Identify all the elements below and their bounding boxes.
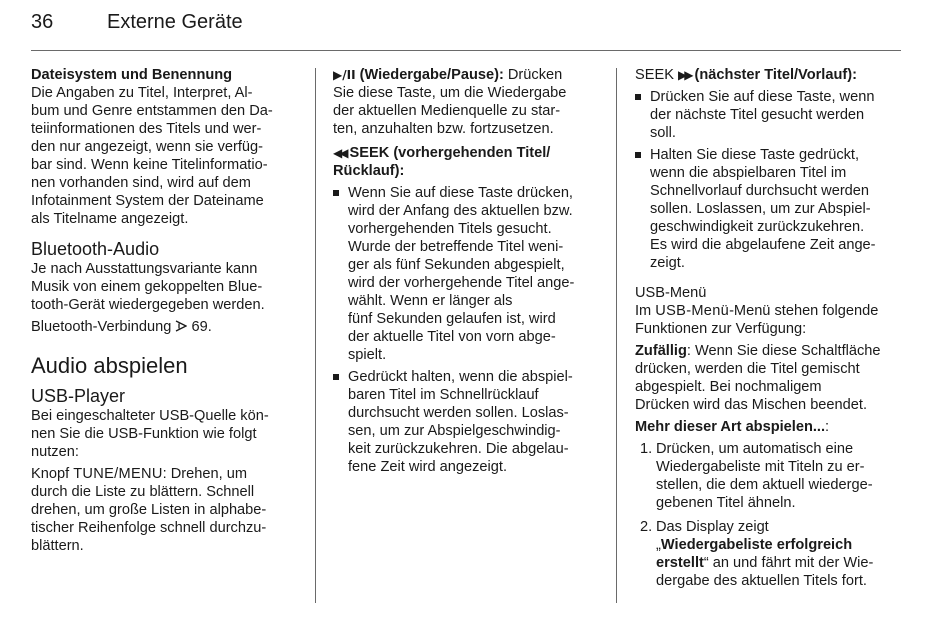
- text-line: ◀◀ SEEK (vorhergehenden Titel/: [333, 145, 551, 161]
- page-title: Externe Geräte: [107, 11, 243, 33]
- text-line: nutzen:: [31, 444, 79, 460]
- text-line: Halten Sie diese Taste gedrückt,: [650, 147, 860, 163]
- fast-forward-icon: ▶▶: [678, 68, 691, 82]
- text-line: Wenn Sie auf diese Taste drücken,: [348, 185, 573, 201]
- column-3: [635, 66, 905, 590]
- page-number: 36: [31, 11, 54, 33]
- filesystem-heading: Dateisystem und Benennung: [31, 67, 233, 83]
- random-label: Zufällig: [635, 343, 687, 359]
- text-line: Wiedergabeliste mit Titeln zu er-: [656, 459, 865, 475]
- column-2: [333, 66, 608, 476]
- text-line: Infotainment System der Dateiname: [31, 193, 264, 209]
- text-line: Schnellvorlauf durchsucht werden: [650, 183, 870, 199]
- bullet-square-icon: [635, 94, 641, 100]
- text-line: erstellt“ an und fährt mit der Wie-: [656, 555, 874, 571]
- text-line: ten, anzuhalten bzw. fortzusetzen.: [333, 121, 554, 137]
- seek-forward-heading: SEEK ▶▶ (nächster Titel/Vorlauf):: [635, 67, 857, 83]
- text-line: durchsucht werden sollen. Loslas-: [348, 405, 569, 421]
- page-ref-number: 69.: [191, 319, 212, 335]
- text-line: keit zurückzukehren. Die abgelau-: [348, 441, 569, 457]
- text-line: spielt.: [348, 347, 387, 363]
- usb-player-heading: USB-Player: [31, 386, 126, 406]
- text-line: Im USB-Menü-Menü stehen folgende: [635, 303, 879, 319]
- list-number: 1.: [640, 441, 653, 457]
- text-line: wird der vorhergehende Titel ange-: [348, 275, 575, 291]
- text-line: Drücken Sie auf diese Taste, wenn: [650, 89, 875, 105]
- text-line: Sie diese Taste, um die Wiedergabe: [333, 85, 567, 101]
- text-line: Gedrückt halten, wenn die abspiel-: [348, 369, 573, 385]
- text-line: drehen, um große Listen in alphabe-: [31, 502, 267, 518]
- text-line: blättern.: [31, 538, 84, 554]
- text-line: Rücklauf):: [333, 163, 405, 179]
- text-line: Funktionen zur Verfügung:: [635, 321, 807, 337]
- text-line: Die Angaben zu Titel, Interpret, Al-: [31, 85, 253, 101]
- text-line: tischer Reihenfolge schnell durchzu-: [31, 520, 267, 536]
- text-line: dergabe des aktuellen Titels fort.: [656, 573, 867, 589]
- text-line: baren Titel im Schnellrücklauf: [348, 387, 539, 403]
- text-line: soll.: [650, 125, 676, 141]
- text-line: Bei eingeschalteter USB-Quelle kön-: [31, 408, 269, 424]
- bullet-square-icon: [333, 190, 339, 196]
- filesystem-paragraph: [31, 84, 306, 228]
- text-line: zeigt.: [650, 255, 685, 271]
- usb-menu-heading: USB-Menü: [635, 285, 707, 301]
- bluetooth-reference: Bluetooth-Verbindung 69.: [31, 319, 212, 335]
- rewind-icon: ◀◀: [333, 146, 346, 160]
- list-item: [333, 184, 608, 364]
- text-line: Wurde der betreffende Titel weni-: [348, 239, 564, 255]
- more-like-this-heading: Mehr dieser Art abspielen...:: [635, 419, 830, 435]
- text-line: bum und Genre entstammen den Da-: [31, 103, 273, 119]
- text-line: gebenen Titel ähneln.: [656, 495, 796, 511]
- list-item: [333, 368, 608, 476]
- list-number: 2.: [640, 519, 653, 535]
- bullet-square-icon: [635, 152, 641, 158]
- text-line: sen, um zur Abspielgeschwindig-: [348, 423, 561, 439]
- text-line: ger als fünf Sekunden abgespielt,: [348, 257, 565, 273]
- text-line: der nächste Titel gesucht werden: [650, 107, 865, 123]
- text-line: drücken, werden die Titel gemischt: [635, 361, 860, 377]
- text-line: geschwindigkeit zurückzukehren.: [650, 219, 865, 235]
- column-divider-1: [315, 68, 316, 603]
- list-item: [635, 440, 905, 512]
- play-pause-paragraph: [333, 66, 608, 138]
- list-item: [635, 518, 905, 590]
- seek-back-heading: [333, 144, 608, 180]
- text-line: nen Sie die USB-Funktion wie folgt: [31, 426, 257, 442]
- text-line: fünf Sekunden gelaufen ist, wird: [348, 311, 556, 327]
- text-line: tooth-Gerät wiedergegeben werden.: [31, 297, 265, 313]
- text-line: Zufällig: Wenn Sie diese Schaltfläche: [635, 343, 881, 359]
- usb-paragraph: [31, 407, 306, 461]
- audio-play-heading: Audio abspielen: [31, 353, 188, 378]
- page-header: [31, 9, 901, 49]
- bullet-square-icon: [333, 374, 339, 380]
- bluetooth-heading: Bluetooth-Audio: [31, 239, 160, 259]
- text-line: ▶/II (Wiedergabe/Pause): Drücken: [333, 67, 563, 83]
- text-line: teiinformationen des Titels und wer-: [31, 121, 262, 137]
- bluetooth-paragraph: [31, 260, 306, 314]
- random-paragraph: [635, 342, 905, 414]
- play-pause-icon: ▶/II: [333, 68, 356, 82]
- text-line: fene Zeit wird angezeigt.: [348, 459, 507, 475]
- text-line: Drücken wird das Mischen beendet.: [635, 397, 867, 413]
- text-line: den nur angezeigt, wenn sie verfüg-: [31, 139, 264, 155]
- knob-name: TUNE/MENU: [73, 466, 163, 482]
- page-ref-arrow-icon: [175, 319, 187, 337]
- list-item: [635, 146, 905, 272]
- text-line: stellen, die dem aktuell wiederge-: [656, 477, 873, 493]
- text-line: wenn die abspielbaren Titel im: [650, 165, 847, 181]
- text-line: als Titelname angezeigt.: [31, 211, 189, 227]
- text-line: Es wird die abgelaufene Zeit ange-: [650, 237, 876, 253]
- list-item: [635, 88, 905, 142]
- text-line: Knopf TUNE/MENU: Drehen, um: [31, 466, 248, 482]
- text-line: der aktuelle Titel von vorn abge-: [348, 329, 556, 345]
- text-line: durch die Liste zu blättern. Schnell: [31, 484, 255, 500]
- text-line: nen vorhanden sind, wird auf dem: [31, 175, 251, 191]
- text-line: abgespielt. Bei nochmaligem: [635, 379, 822, 395]
- text-line: sollen. Loslassen, um zur Abspiel-: [650, 201, 871, 217]
- text-line: Musik von einem gekoppelten Blue-: [31, 279, 263, 295]
- text-line: vorhergehenden Titels gesucht.: [348, 221, 552, 237]
- column-1: [31, 66, 306, 555]
- text-line: der aktuellen Medienquelle zu star-: [333, 103, 561, 119]
- text-line: wählt. Wenn er länger als: [348, 293, 513, 309]
- text-line: bar sind. Wenn keine Titelinformatio-: [31, 157, 268, 173]
- column-divider-2: [616, 68, 617, 603]
- text-line: Das Display zeigt: [656, 519, 769, 535]
- usb-menu-paragraph: [635, 302, 905, 338]
- knob-paragraph: [31, 465, 306, 555]
- text-line: Drücken, um automatisch eine: [656, 441, 854, 457]
- text-line: wird der Anfang des aktuellen bzw.: [348, 203, 573, 219]
- header-rule: [31, 50, 901, 51]
- text-line: „Wiedergabeliste erfolgreich: [656, 537, 853, 553]
- text-line: Je nach Ausstattungsvariante kann: [31, 261, 258, 277]
